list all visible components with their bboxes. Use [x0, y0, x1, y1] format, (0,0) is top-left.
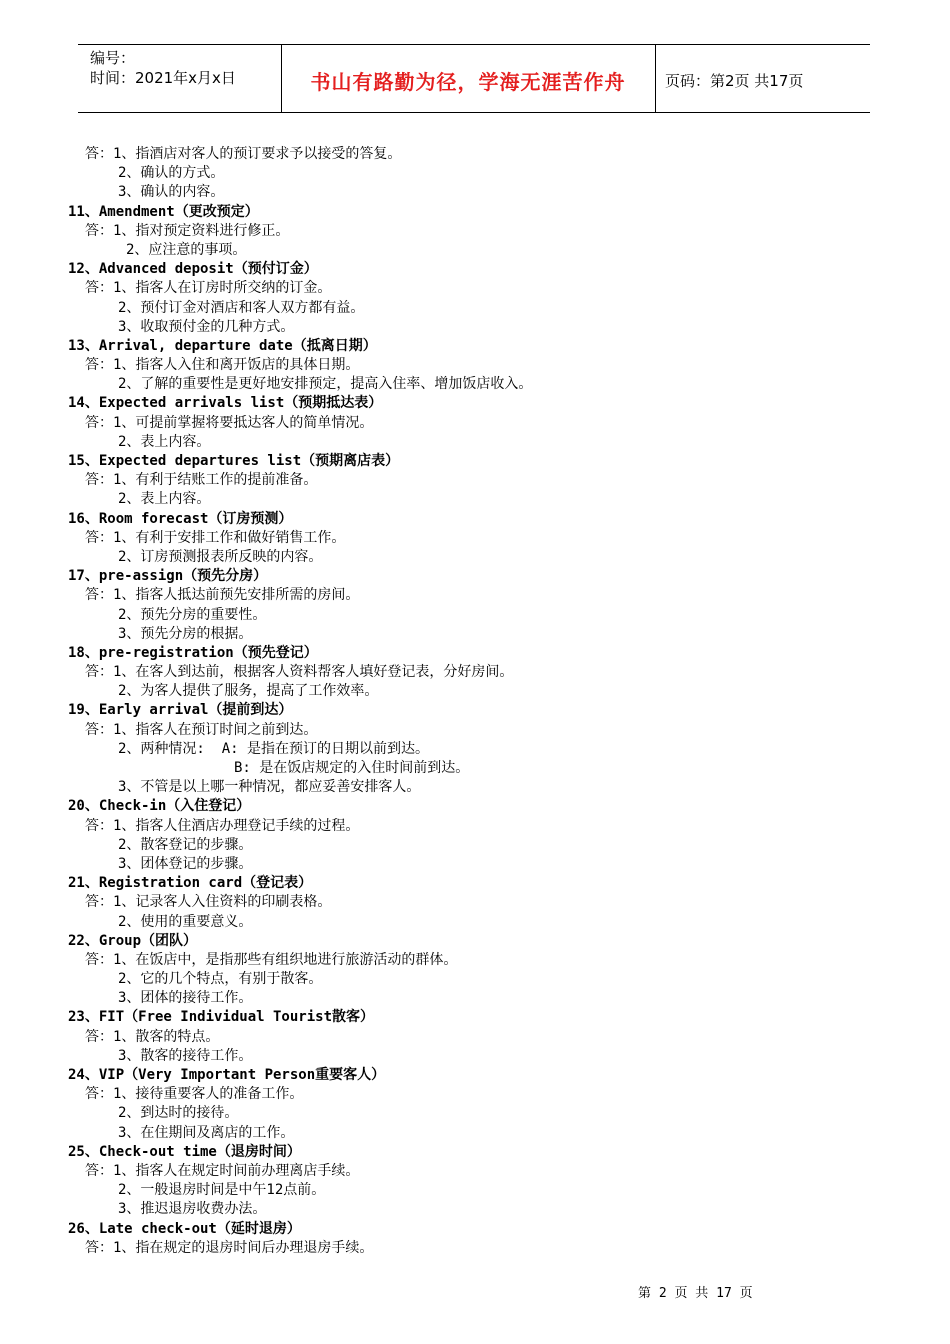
answer-line: 3、收取预付金的几种方式。: [118, 318, 295, 335]
answer-line: 2、应注意的事项。: [126, 241, 247, 258]
header-divider-right: [655, 44, 656, 112]
answer-line: 2、订房预测报表所反映的内容。: [118, 548, 323, 565]
answer-line: 答：1、指酒店对客人的预订要求予以接受的答复。: [85, 146, 402, 162]
answer-line: 2、它的几个特点，有别于散客。: [118, 971, 323, 988]
answer-line: 2、一般退房时间是中午12点前。: [118, 1182, 326, 1199]
term-title: 19、Early arrival（提前到达）: [68, 702, 293, 719]
header-top-rule: [78, 44, 870, 45]
answer-line: B: 是在饭店规定的入住时间前到达。: [234, 760, 470, 776]
answer-line: 2、了解的重要性是更好地安排预定，提高入住率、增加饭店收入。: [118, 376, 533, 393]
answer-line: 2、预付订金对酒店和客人双方都有益。: [118, 299, 365, 316]
answer-line: 2、表上内容。: [118, 491, 211, 508]
term-title: 26、Late check-out（延时退房）: [68, 1220, 301, 1237]
answer-line: 答：1、指客人入住和离开饭店的具体日期。: [85, 357, 360, 374]
term-title: 21、Registration card（登记表）: [68, 875, 313, 892]
answer-line: 3、在住期间及离店的工作。: [118, 1124, 295, 1141]
answer-line: 答：1、可提前掌握将要抵达客人的简单情况。: [85, 414, 374, 431]
answer-line: 答：1、指客人在订房时所交纳的订金。: [85, 280, 332, 297]
time-label: 时间：2021年x月x日: [90, 69, 236, 87]
answer-line: 答：1、在客人到达前，根据客人资料帮客人填好登记表，分好房间。: [85, 664, 514, 681]
header-motto: 书山有路勤为径，学海无涯苦作舟: [310, 70, 626, 94]
term-title: 15、Expected departures list（预期离店表）: [68, 453, 400, 469]
answer-line: 答：1、指客人在规定时间前办理离店手续。: [85, 1162, 360, 1179]
answer-line: 2、表上内容。: [118, 433, 211, 450]
term-title: 20、Check-in（入住登记）: [68, 798, 251, 815]
answer-line: 3、确认的内容。: [118, 184, 225, 201]
term-title: 12、Advanced deposit（预付订金）: [68, 261, 318, 278]
answer-line: 2、两种情况: A: 是指在预订的日期以前到达。: [118, 740, 429, 757]
answer-line: 答：1、接待重要客人的准备工作。: [85, 1086, 304, 1103]
answer-line: 3、预先分房的根据。: [118, 625, 253, 642]
answer-line: 3、团体登记的步骤。: [118, 855, 253, 872]
header-page-info: 页码：第2页 共17页: [665, 72, 804, 90]
answer-line: 答：1、指客人在预订时间之前到达。: [85, 721, 318, 738]
answer-line: 3、不管是以上哪一种情况，都应妥善安排客人。: [118, 779, 421, 796]
answer-line: 3、推迟退房收费办法。: [118, 1201, 267, 1218]
answer-line: 2、散客登记的步骤。: [118, 836, 253, 853]
term-title: 24、VIP（Very Important Person重要客人）: [68, 1067, 386, 1083]
term-title: 17、pre-assign（预先分房）: [68, 568, 268, 585]
term-title: 25、Check-out time（退房时间）: [68, 1143, 301, 1160]
answer-line: 2、为客人提供了服务，提高了工作效率。: [118, 683, 379, 700]
term-title: 16、Room forecast（订房预测）: [68, 510, 293, 527]
term-title: 22、Group（团队）: [68, 932, 198, 949]
term-title: 18、pre-registration（预先登记）: [68, 644, 318, 661]
number-label: 编号：: [90, 49, 136, 67]
term-title: 13、Arrival, departure date（抵离日期）: [68, 337, 377, 354]
answer-line: 2、到达时的接待。: [118, 1105, 239, 1122]
answer-line: 答：1、指对预定资料进行修正。: [85, 222, 290, 239]
answer-line: 答：1、散客的特点。: [85, 1028, 220, 1045]
header-meta: [90, 48, 236, 88]
answer-line: 答：1、指客人抵达前预先安排所需的房间。: [85, 587, 360, 604]
term-title: 11、Amendment（更改预定）: [68, 203, 259, 220]
answer-line: 答：1、指在规定的退房时间后办理退房手续。: [85, 1239, 374, 1256]
document-body: [68, 145, 888, 1258]
answer-line: 3、散客的接待工作。: [118, 1047, 253, 1064]
answer-line: 2、预先分房的重要性。: [118, 606, 267, 623]
answer-line: 答：1、有利于安排工作和做好销售工作。: [85, 529, 346, 546]
page-footer: 第 2 页 共 17 页: [638, 1286, 753, 1301]
answer-line: 答：1、记录客人入住资料的印刷表格。: [85, 894, 332, 911]
answer-line: 答：1、有利于结账工作的提前准备。: [85, 472, 318, 489]
answer-line: 答：1、指客人住酒店办理登记手续的过程。: [85, 817, 360, 834]
answer-line: 2、使用的重要意义。: [118, 913, 253, 930]
term-title: 14、Expected arrivals list（预期抵达表）: [68, 395, 383, 412]
answer-line: 3、团体的接待工作。: [118, 990, 253, 1007]
header-bottom-rule: [78, 112, 870, 113]
answer-line: 2、确认的方式。: [118, 165, 225, 182]
answer-line: 答：1、在饭店中，是指那些有组织地进行旅游活动的群体。: [85, 951, 458, 968]
term-title: 23、FIT（Free Individual Tourist散客）: [68, 1009, 375, 1026]
